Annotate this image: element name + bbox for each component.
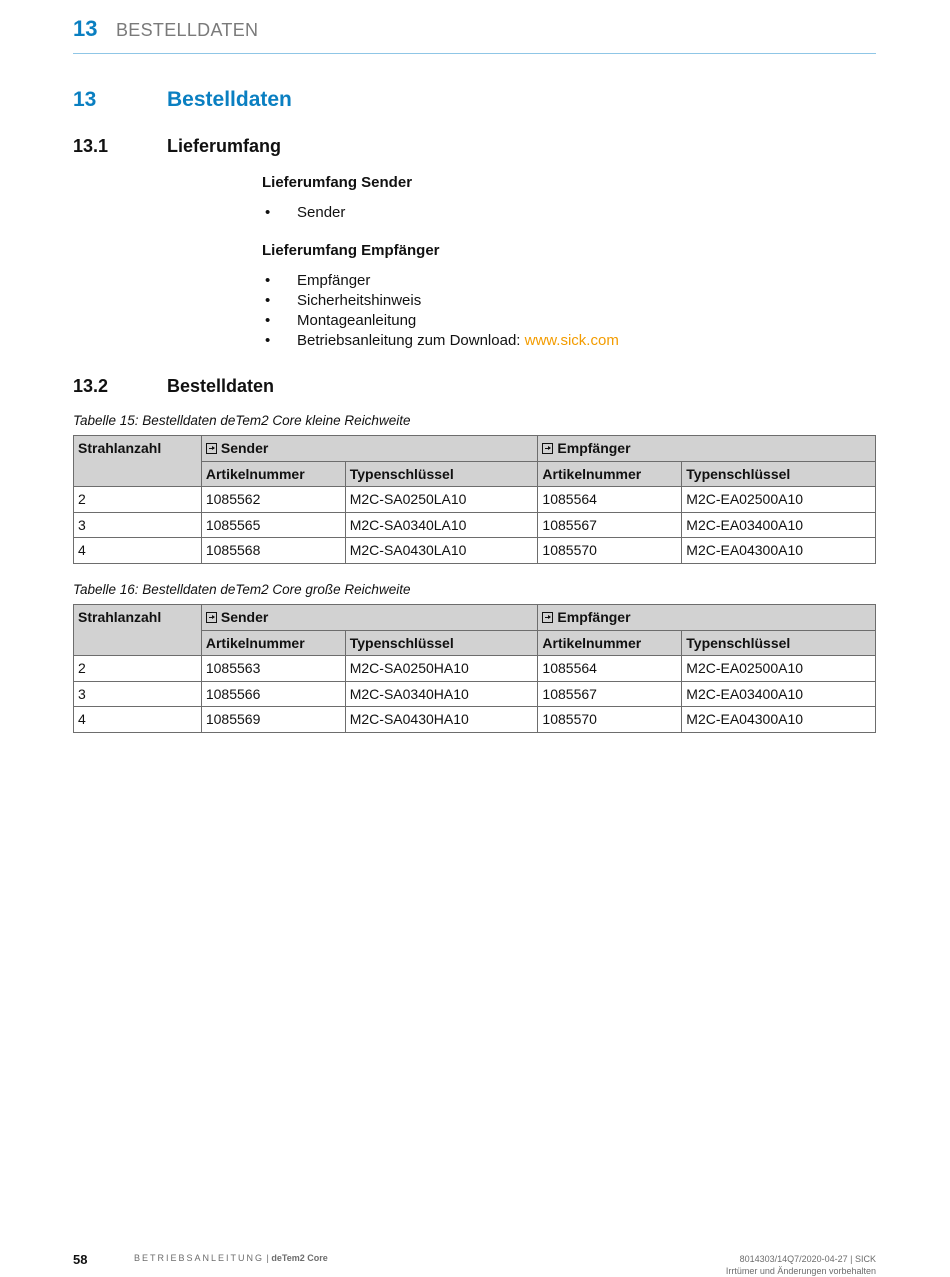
cell-sender-article: 1085565 [201,512,345,538]
sender-scope-heading: Lieferumfang Sender [262,174,413,191]
cell-sender-article: 1085562 [201,487,345,513]
bullet-icon: • [265,312,271,329]
section-13-2-number: 13.2 [73,376,109,396]
column-header-sender-type: Typenschlüssel [345,461,538,487]
cell-beams: 4 [74,538,202,564]
table-15 [73,435,876,564]
table-row [74,512,876,538]
list-item: • Empfänger [265,272,371,289]
group-header-sender: Sender [201,605,538,631]
cell-receiver-article: 1085564 [538,656,682,682]
cell-beams: 2 [74,656,202,682]
table-row [74,656,876,682]
section-13-1-title: Lieferumfang [167,136,282,156]
cell-sender-article: 1085568 [201,538,345,564]
column-header-beams: Strahlanzahl [74,436,202,487]
cell-receiver-type: M2C-EA02500A10 [682,656,876,682]
cell-sender-article: 1085569 [201,707,345,733]
cell-receiver-type: M2C-EA02500A10 [682,487,876,513]
footer-doc-id: 8014303/14Q7/2020-04-27 | SICK [739,1254,876,1264]
cell-receiver-type: M2C-EA04300A10 [682,538,876,564]
cell-receiver-article: 1085570 [538,707,682,733]
column-header-receiver-article: Artikelnummer [538,461,682,487]
group-header-receiver: Empfänger [538,436,876,462]
running-header-chapter-title: BESTELLDATEN [116,20,259,40]
column-header-beams: Strahlanzahl [74,605,202,656]
cell-sender-article: 1085563 [201,656,345,682]
table-16 [73,604,876,733]
footer-right-block [726,1253,876,1277]
sender-icon [206,612,217,623]
cell-receiver-article: 1085564 [538,487,682,513]
column-header-receiver-article: Artikelnummer [538,630,682,656]
section-13-1-number: 13.1 [73,136,109,156]
cell-receiver-type: M2C-EA03400A10 [682,512,876,538]
footer-product: deTem2 Core [271,1253,328,1263]
cell-sender-type: M2C-SA0250LA10 [345,487,538,513]
column-header-receiver-type: Typenschlüssel [682,461,876,487]
table-15-caption: Tabelle 15: Bestelldaten deTem2 Core kleine Reichweite [73,413,411,428]
list-item: • Sender [265,204,346,221]
cell-beams: 4 [74,707,202,733]
bullet-icon: • [265,204,271,221]
bullet-icon: • [265,292,271,309]
cell-receiver-article: 1085567 [538,512,682,538]
chapter-title: Bestelldaten [167,88,292,111]
footer-separator: | [264,1253,272,1263]
cell-receiver-article: 1085570 [538,538,682,564]
column-header-receiver-type: Typenschlüssel [682,630,876,656]
cell-sender-type: M2C-SA0340HA10 [345,681,538,707]
column-header-sender-article: Artikelnummer [201,461,345,487]
download-link[interactable]: www.sick.com [524,332,619,349]
receiver-icon [542,612,553,623]
page-number: 58 [73,1252,88,1267]
cell-sender-type: M2C-SA0430LA10 [345,538,538,564]
table-16-caption: Tabelle 16: Bestelldaten deTem2 Core große Reichweite [73,582,411,597]
group-header-receiver: Empfänger [538,605,876,631]
cell-sender-article: 1085566 [201,681,345,707]
cell-sender-type: M2C-SA0430HA10 [345,707,538,733]
receiver-scope-list [262,271,619,351]
cell-receiver-type: M2C-EA04300A10 [682,707,876,733]
group-header-sender: Sender [201,436,538,462]
cell-receiver-type: M2C-EA03400A10 [682,681,876,707]
receiver-icon [542,443,553,454]
cell-sender-type: M2C-SA0250HA10 [345,656,538,682]
footer-doc-type: BETRIEBSANLEITUNG [134,1253,265,1263]
column-header-sender-article: Artikelnummer [201,630,345,656]
sender-scope-list [262,203,345,223]
cell-beams: 3 [74,512,202,538]
list-item: • Sicherheitshinweis [265,292,422,309]
bullet-icon: • [265,332,271,349]
column-header-sender-type: Typenschlüssel [345,630,538,656]
section-13-2-title: Bestelldaten [167,376,275,396]
table-row [74,707,876,733]
table-row [74,487,876,513]
table-row [74,681,876,707]
running-header-chapter-number: 13 [73,16,98,41]
header-divider [73,53,876,54]
receiver-scope-heading: Lieferumfang Empfänger [262,242,440,259]
footer-disclaimer: Irrtümer und Änderungen vorbehalten [725,1266,876,1276]
cell-receiver-article: 1085567 [538,681,682,707]
footer-document-info [134,1253,328,1263]
list-item: • Betriebsanleitung zum Download: www.sick.com [265,332,619,349]
list-item: • Montageanleitung [265,312,417,329]
chapter-number: 13 [73,88,97,111]
cell-beams: 2 [74,487,202,513]
cell-sender-type: M2C-SA0340LA10 [345,512,538,538]
table-row [74,538,876,564]
sender-icon [206,443,217,454]
bullet-icon: • [265,272,271,289]
cell-beams: 3 [74,681,202,707]
